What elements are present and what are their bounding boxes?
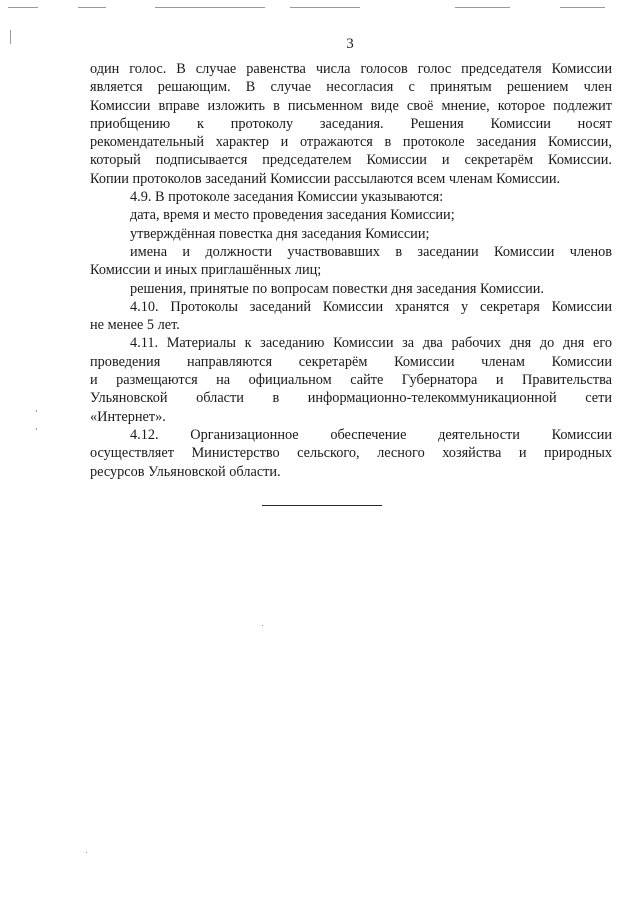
text-line: Комиссии вправе изложить в письменном виде своё мнение, которое подлежит — [90, 97, 612, 114]
list-item-decisions — [90, 280, 612, 298]
text-line: не менее 5 лет. — [90, 317, 180, 334]
scan-artifact — [36, 410, 37, 412]
text-line: приобщению к протоколу заседания. Решения Комиссии носят — [90, 115, 612, 132]
list-item-date-time-place — [90, 206, 612, 224]
scan-artifact — [155, 7, 265, 8]
text-line: Комиссии и иных приглашённых лиц; — [90, 262, 322, 279]
text-line: один голос. В случае равенства числа голосов голос председателя Комиссии — [90, 61, 612, 77]
text-line: осуществляет Министерство сельского, лесного хозяйства и природных — [90, 445, 612, 462]
text-line: имена и должности участвовавших в заседании Комиссии членов — [130, 243, 612, 260]
text-line: решения, принятые по вопросам повестки дня заседания Комиссии. — [130, 280, 545, 297]
scan-artifact — [262, 625, 263, 626]
text-line: 4.11. Материалы к заседанию Комиссии за два рабочих дня до дня его — [130, 335, 612, 352]
text-line: и размещаются на официальном сайте Губернатора и Правительства — [90, 372, 612, 389]
text-line: проведения направляются секретарём Комиссии членам Комиссии — [90, 353, 612, 370]
text-line: ресурсов Ульяновской области. — [90, 463, 281, 480]
paragraph-4-12 — [90, 426, 612, 481]
paragraph-4-11 — [90, 334, 612, 425]
paragraph-4-10 — [90, 298, 612, 335]
text-line: дата, время и место проведения заседания Комиссии; — [130, 207, 455, 224]
scan-artifact — [86, 852, 87, 853]
text-line: 4.9. В протоколе заседания Комиссии указываются: — [130, 189, 444, 206]
text-line: который подписывается председателем Комиссии и секретарём Комиссии. — [90, 152, 612, 169]
scan-artifact — [78, 7, 106, 8]
text-line: Копии протоколов заседаний Комиссии рассылаются всем членам Комиссии. — [90, 170, 561, 187]
paragraph-continued — [90, 60, 612, 188]
paragraph-4-9 — [90, 188, 612, 206]
text-line: рекомендательный характер и отражаются в протоколе заседания Комиссии, — [90, 134, 612, 151]
list-item-participants — [90, 243, 612, 280]
text-line: 4.10. Протоколы заседаний Комиссии хранятся у секретаря Комиссии — [130, 298, 612, 315]
text-line: 4.12. Организационное обеспечение деятельности Комиссии — [130, 426, 612, 443]
scan-artifact — [290, 7, 360, 8]
list-item-agenda — [90, 225, 612, 243]
text-line: Ульяновской области в информационно-телекоммуникационной сети — [90, 390, 612, 407]
text-line: «Интернет». — [90, 408, 166, 425]
text-line: утверждённая повестка дня заседания Комиссии; — [130, 225, 430, 242]
scan-artifact — [36, 428, 37, 430]
scan-artifact — [8, 7, 38, 8]
scan-artifact — [560, 7, 605, 8]
text-line: является решающим. В случае несогласия с принятым решением член — [90, 79, 612, 96]
scan-artifact — [455, 7, 510, 8]
document-body — [90, 60, 612, 481]
page-number: 3 — [346, 36, 354, 52]
closing-rule — [262, 505, 382, 506]
